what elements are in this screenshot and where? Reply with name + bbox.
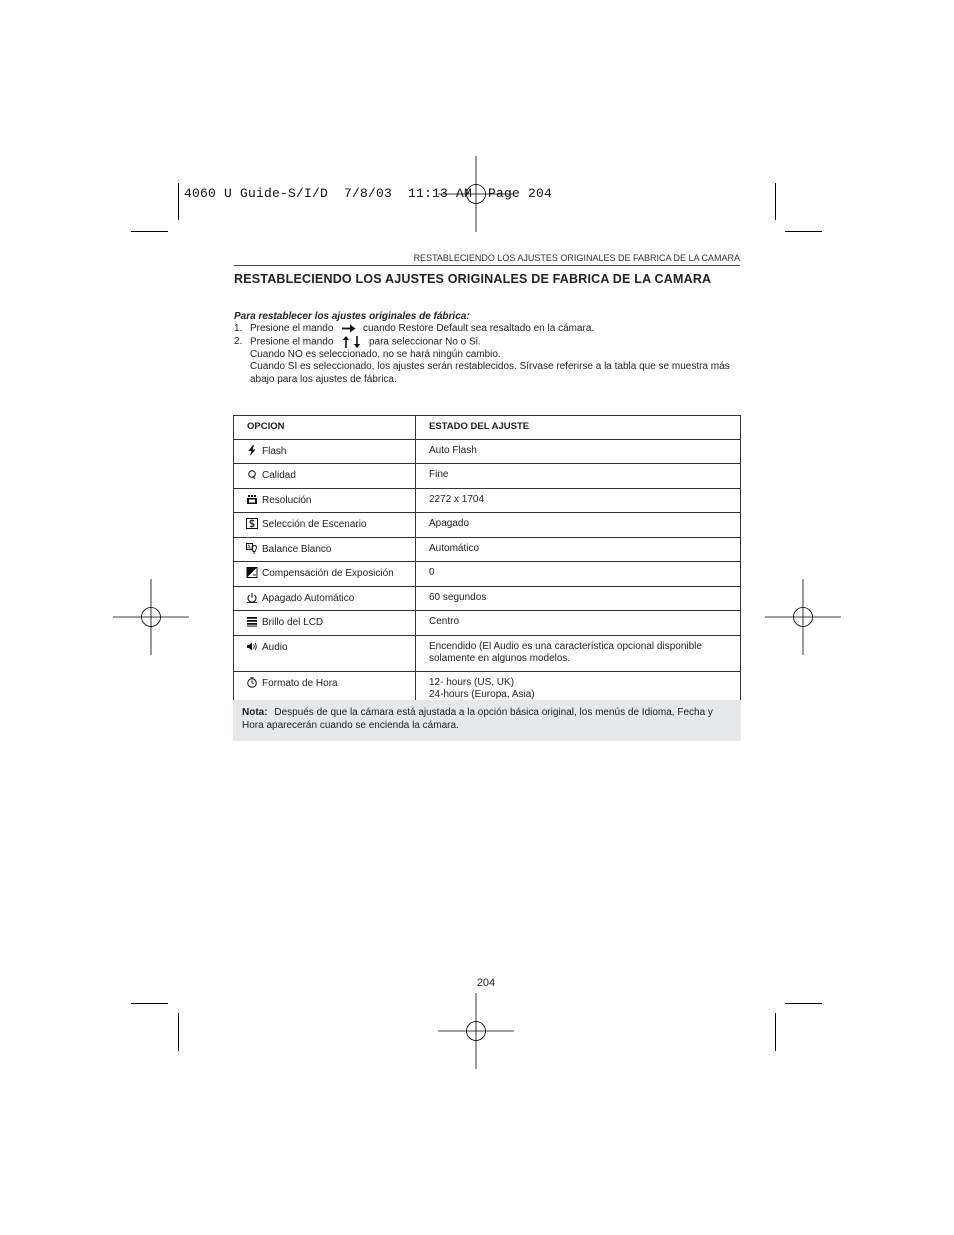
crop-mark-bottom-left-v	[178, 1013, 179, 1051]
table-row	[234, 488, 741, 513]
step-2	[234, 336, 734, 387]
scene-icon	[246, 518, 258, 529]
registration-mark-left	[113, 579, 189, 655]
printer-slug-line: 4060 U Guide-S/I/D 7/8/03 11:13 AM Page 204	[184, 186, 553, 201]
crop-mark-top-left-v	[178, 183, 179, 220]
step-text: Cuando SI es seleccionado, los ajustes serán restablecidos. Sírvase referirse a la tabla que se muestra más abajo para los ajustes de fábrica.	[250, 361, 730, 385]
crop-mark-bottom-right-v	[775, 1013, 776, 1051]
step-1	[234, 323, 734, 336]
setting-value: Auto Flash	[416, 439, 741, 464]
setting-value-line: 24-hours (Europa, Asia)	[429, 689, 535, 700]
running-head: RESTABLECIENDO LOS AJUSTES ORIGINALES DE FABRICA DE LA CAMARA	[234, 253, 740, 266]
note-box	[233, 700, 741, 741]
quality-icon	[246, 469, 258, 480]
setting-value: Encendido (El Audio es una característica opcional disponible solamente en algunos modelos.	[416, 635, 741, 671]
table-row	[234, 439, 741, 464]
registration-mark-bottom	[438, 993, 514, 1069]
option-label: Apagado Automático	[262, 592, 355, 604]
time-format-icon	[246, 677, 258, 688]
steps-list	[234, 323, 734, 386]
setting-value: Apagado	[416, 513, 741, 538]
setting-value: Automático	[416, 537, 741, 562]
setting-value: Centro	[416, 611, 741, 636]
factory-settings-table	[233, 415, 741, 710]
option-label: Compensación de Exposición	[262, 568, 394, 579]
exposure-icon	[246, 567, 258, 578]
setting-value: 0	[416, 562, 741, 587]
option-label: Audio	[262, 641, 288, 653]
resolution-icon	[246, 494, 258, 505]
arrow-up-down-icon	[342, 336, 362, 348]
auto-power-off-icon	[246, 592, 258, 603]
step-number: 1.	[234, 323, 243, 334]
option-label: Selección de Escenario	[262, 519, 367, 530]
flash-icon	[246, 445, 258, 456]
setting-value: 60 segundos	[416, 586, 741, 611]
step-text: Presione el mando	[250, 323, 334, 334]
lcd-brightness-icon	[246, 616, 258, 627]
svg-text:A: A	[247, 544, 251, 551]
table-row	[234, 513, 741, 538]
option-label: Balance Blanco	[262, 543, 332, 555]
section-title: RESTABLECIENDO LOS AJUSTES ORIGINALES DE FABRICA DE LA CAMARA	[234, 272, 712, 286]
setting-value: 2272 x 1704	[416, 488, 741, 513]
step-text: Cuando NO es seleccionado, no se hará ningún cambio.	[250, 348, 501, 360]
table-row	[234, 635, 741, 671]
note-label: Nota:	[242, 707, 268, 718]
table-row	[234, 537, 741, 562]
step-text: cuando Restore Default sea resaltado en la cámara.	[362, 323, 595, 334]
registration-mark-right	[765, 579, 841, 655]
crop-mark-bottom-right-h	[785, 1003, 822, 1004]
arrow-right-icon	[342, 324, 356, 333]
crop-mark-top-left-h	[131, 231, 168, 232]
option-label: Flash	[262, 445, 287, 457]
step-text: Presione el mando	[250, 336, 334, 348]
setting-value: Fine	[416, 464, 741, 489]
setting-value-line: 12- hours (US, UK)	[429, 676, 515, 688]
crop-mark-top-right-h	[785, 231, 822, 232]
table-row	[234, 562, 741, 587]
table-row	[234, 586, 741, 611]
option-label: Formato de Hora	[262, 677, 338, 689]
column-header-value: ESTADO DEL AJUSTE	[416, 416, 741, 440]
step-text: para seleccionar No o Si.	[368, 336, 481, 348]
white-balance-icon	[246, 543, 258, 554]
crop-mark-bottom-left-h	[131, 1003, 168, 1004]
option-label: Calidad	[262, 470, 296, 481]
note-text: Después de que la cámara está ajustada a la opción básica original, los menús de Idioma, Fecha y Hora aparecerán cuando se encienda la cámara.	[242, 707, 713, 731]
crop-mark-top-right-v	[775, 183, 776, 220]
option-label: Resolución	[262, 494, 312, 506]
intro-text: Para restablecer los ajustes originales de fábrica:	[234, 311, 470, 322]
table-row	[234, 611, 741, 636]
option-label: Brillo del LCD	[262, 617, 324, 628]
column-header-option: OPCION	[234, 416, 416, 440]
step-number: 2.	[234, 335, 243, 347]
audio-icon	[246, 641, 258, 652]
table-header-row	[234, 416, 741, 440]
table-row	[234, 464, 741, 489]
page-number: 204	[476, 977, 496, 989]
